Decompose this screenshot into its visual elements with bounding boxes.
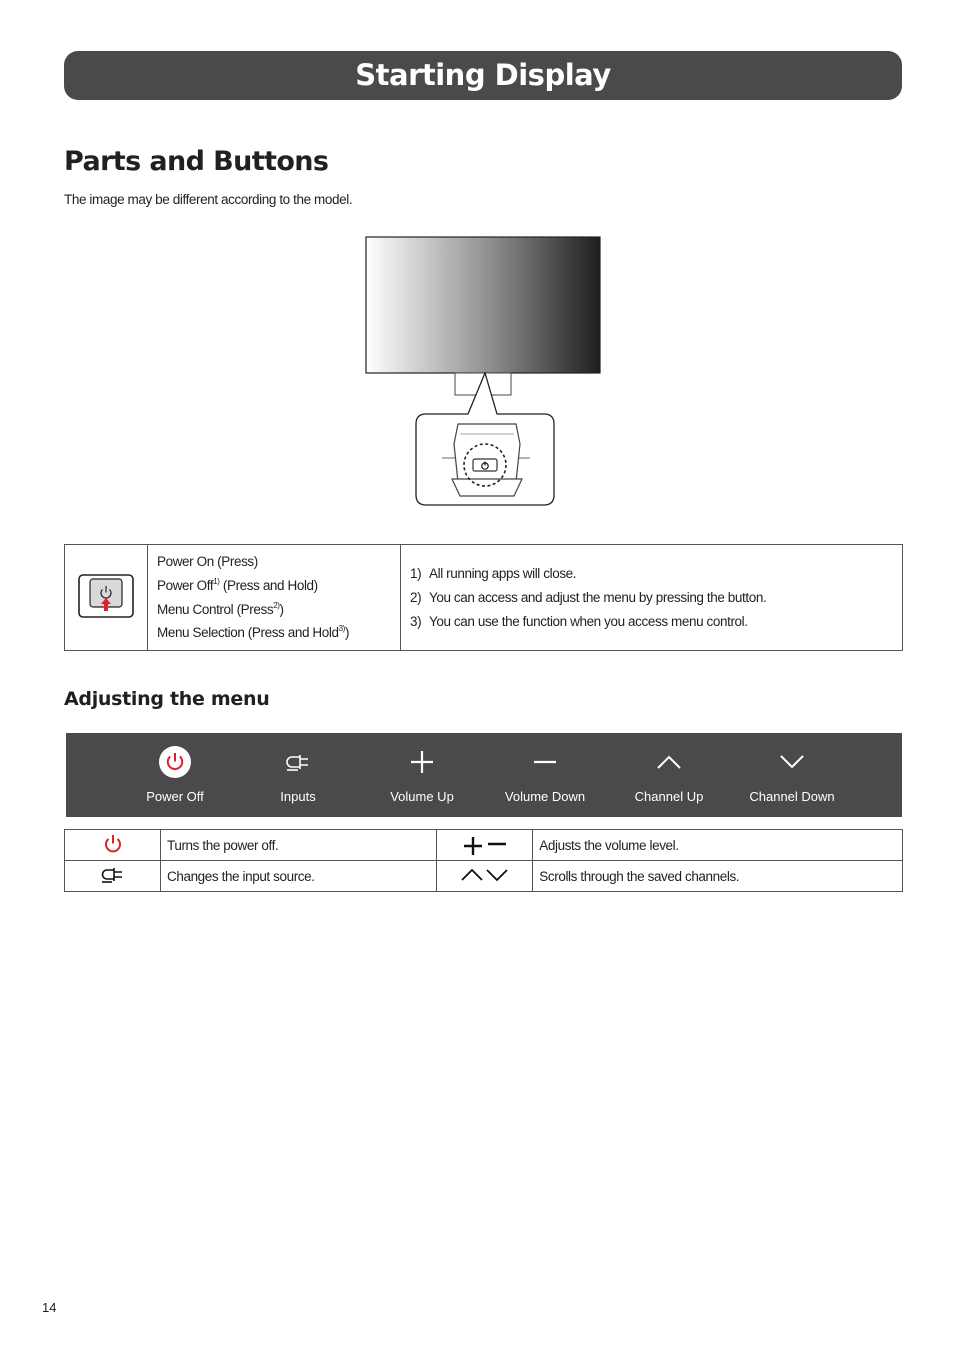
chapter-title: Starting Display (355, 58, 611, 92)
section-subtitle: The image may be different according to the model. (64, 192, 353, 207)
menu-description-table (64, 829, 903, 892)
monitor-illustration (360, 232, 610, 512)
description-volume: Adjusts the volume level. (533, 830, 903, 861)
menu-volume-up[interactable]: Volume Up (367, 733, 477, 817)
chevron-up-icon (652, 745, 686, 779)
minus-icon (528, 745, 562, 779)
menu-volume-down[interactable]: Volume Down (490, 733, 600, 817)
menu-channel-down[interactable]: Channel Down (737, 733, 847, 817)
menu-channel-up[interactable]: Channel Up (614, 733, 724, 817)
description-power: Turns the power off. (161, 830, 437, 861)
chevron-down-icon (775, 745, 809, 779)
function-menu-selection: Menu Selection (Press and Hold$^{3)}$) (157, 624, 350, 641)
monitor-screen (366, 237, 600, 373)
input-icon (281, 745, 315, 779)
button-icon-cell (65, 545, 148, 651)
function-power-on: Power On (Press) (157, 554, 258, 569)
adjusting-menu-title: Adjusting the menu (64, 688, 270, 710)
power-button-icon (78, 574, 134, 618)
menu-inputs[interactable]: Inputs (243, 733, 353, 817)
power-icon (102, 833, 124, 855)
description-channel: Scrolls through the saved channels. (533, 861, 903, 892)
plus-icon (405, 745, 439, 779)
button-function-table (64, 544, 903, 651)
plus-minus-icon (462, 833, 508, 855)
table-row (65, 830, 903, 861)
chevron-up-down-icon (460, 865, 510, 885)
function-menu-control: Menu Control (Press$^{2)}$) (157, 600, 284, 617)
note-item: 1) All running apps will close. (410, 565, 577, 581)
menu-control-bar (66, 733, 902, 817)
chapter-banner (64, 51, 902, 100)
description-input: Changes the input source. (161, 861, 437, 892)
note-item: 3) You can use the function when you access menu control. (410, 613, 748, 629)
power-icon (158, 745, 192, 779)
table-row (65, 861, 903, 892)
menu-power-off[interactable]: Power Off (120, 733, 230, 817)
button-notes-cell (401, 545, 903, 651)
button-functions-cell (148, 545, 401, 651)
section-title: Parts and Buttons (64, 146, 329, 177)
page-number: 14 (42, 1300, 57, 1315)
function-power-off: Power Off$^{1)}$ (Press and Hold) (157, 576, 318, 593)
input-icon (99, 865, 127, 885)
note-item: 2) You can access and adjust the menu by pressing the button. (410, 589, 767, 605)
